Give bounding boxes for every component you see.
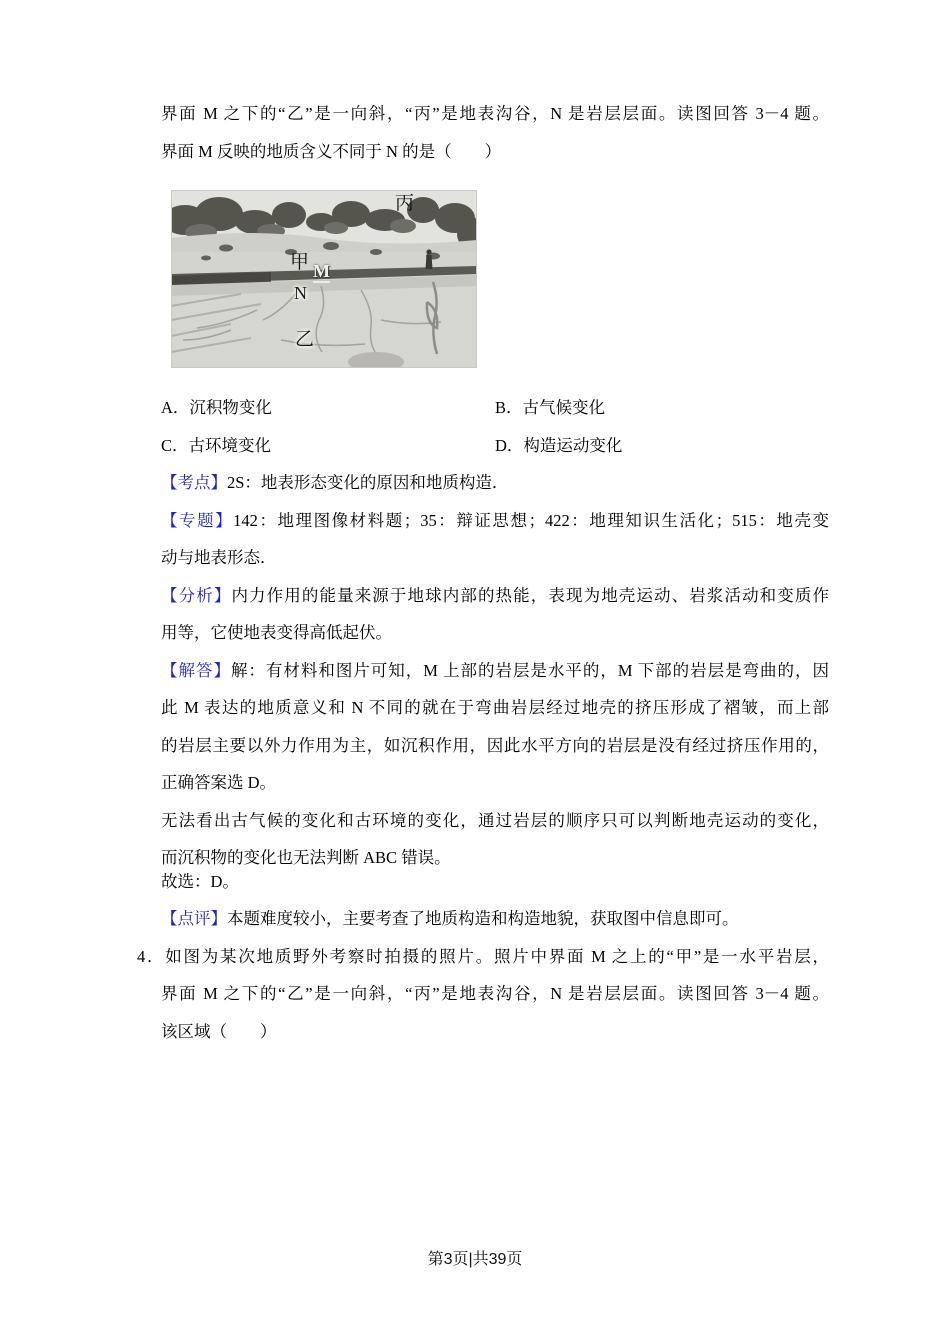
- document-body: [137, 95, 830, 1050]
- jieda-line4: 正确答案选 D。: [161, 773, 277, 792]
- options-row-2: [161, 427, 829, 465]
- photo-label-yi: 乙: [295, 329, 315, 350]
- page-number: 第3页|共39页: [427, 1251, 523, 1268]
- zhuanti-tag: 【专题】: [161, 510, 234, 530]
- fenxi-text1: 内力作用的能量来源于地球内部的热能，表现为地壳运动、岩浆活动和变质作: [231, 585, 830, 605]
- kaodian-text: 2S：地表形态变化的原因和地质构造．: [227, 473, 509, 492]
- dianping-tag: 【点评】: [161, 909, 227, 928]
- option-c: C．古环境变化: [161, 435, 272, 455]
- jieda-line6: 而沉积物的变化也无法判断 ABC 错误。: [161, 848, 451, 867]
- option-b: B．古气候变化: [495, 398, 606, 417]
- jieda-line5: 无法看出古气候的变化和古环境的变化，通过岩层的顺序只可以判断地壳运动的变化，: [161, 810, 829, 830]
- zhuanti-text1: 142：地理图像材料题；35：辩证思想；422：地理知识生活化；515：地壳变: [233, 510, 829, 530]
- jieda-answer-line: 故选：D。: [161, 871, 239, 891]
- jieda-line1: [161, 652, 829, 690]
- q4-line3: 该区域（ ）: [161, 1021, 277, 1041]
- q4-line1: 4．如图为某次地质野外考察时拍摄的照片。照片中界面 M 之上的“甲”是一水平岩层，: [137, 946, 829, 966]
- jieda-line3: 的岩层主要以外力作用为主，如沉积作用，因此水平方向的岩层是没有经过挤压作用的，: [161, 735, 829, 755]
- photo-label-bing: 丙: [395, 193, 415, 214]
- geology-photo: [171, 190, 477, 368]
- photo-label-jia: 甲: [290, 252, 310, 273]
- photo-label-m: M: [313, 261, 330, 281]
- options-row-1: [161, 389, 829, 427]
- photo-label-n: N: [294, 283, 307, 303]
- zhuanti-line1: [161, 502, 829, 540]
- kaodian-tag: 【考点】: [161, 473, 227, 492]
- option-a: A．沉积物变化: [161, 398, 272, 417]
- dianping-text: 本题难度较小，主要考查了地质构造和构造地貌，获取图中信息即可。: [227, 909, 739, 928]
- q4-line2: 界面 M 之下的“乙”是一向斜，“丙”是地表沟谷，N 是岩层层面。读图回答 3－4 题。: [161, 984, 829, 1003]
- jieda-text1: 解：有材料和图片可知，M 上部的岩层是水平的，M 下部的岩层是弯曲的，因: [230, 660, 830, 680]
- dianping-line: [161, 900, 829, 938]
- option-d: D．构造运动变化: [495, 435, 623, 455]
- q3-intro-line1: 界面 M 之下的“乙”是一向斜，“丙”是地表沟谷，N 是岩层层面。读图回答 3－4 题。: [161, 104, 829, 123]
- zhuanti-line2: 动与地表形态．: [161, 548, 277, 567]
- q3-intro-line2: 界面 M 反映的地质含义不同于 N 的是（ ）: [161, 141, 502, 161]
- fenxi-tag: 【分析】: [161, 585, 232, 605]
- fenxi-line2: 用等，它使地表变得高低起伏。: [161, 623, 392, 642]
- jieda-tag: 【解答】: [161, 660, 231, 680]
- fenxi-line1: [161, 577, 829, 615]
- kaodian-line: [161, 464, 829, 502]
- jieda-line2: 此 M 表达的地质意义和 N 不同的就在于弯曲岩层经过地壳的挤压形成了褶皱，而上部: [161, 698, 829, 717]
